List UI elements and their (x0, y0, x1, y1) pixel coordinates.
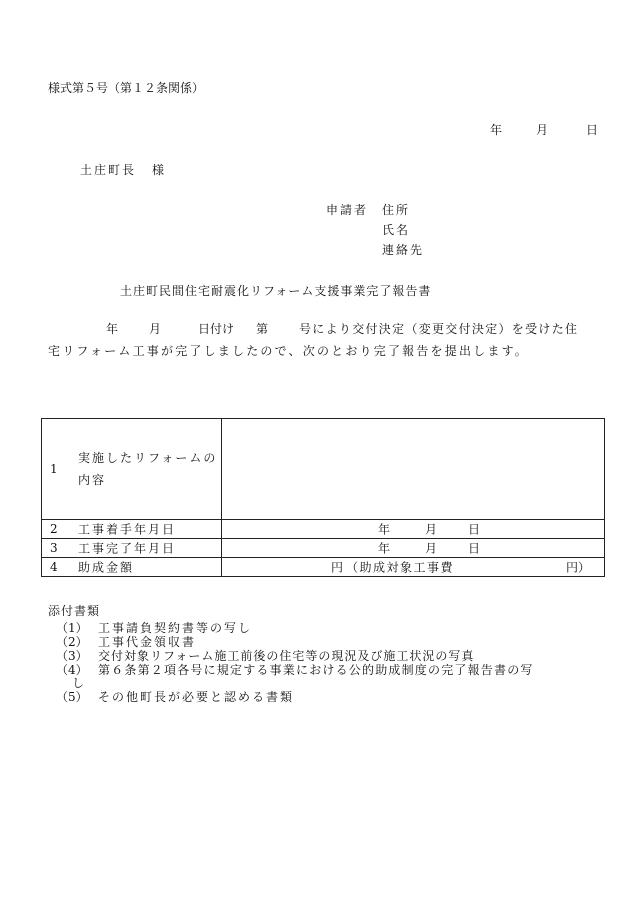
applicant-contact-label: 連絡先 (382, 243, 425, 257)
applicant-address-label: 住所 (382, 203, 411, 217)
start-month: 月 (425, 522, 438, 537)
attachment-number: （1） (56, 621, 88, 635)
attachment-text: 工事代金領収書 (98, 635, 197, 649)
start-day: 日 (468, 522, 481, 537)
attachment-text: 交付対象リフォーム施工前後の住宅等の現況及び施工状況の写真 (98, 649, 475, 663)
completion-month: 月 (425, 541, 438, 556)
applicant-name-label: 氏名 (382, 223, 411, 237)
body-month: 月 (149, 322, 162, 336)
subsidy-yen: 円 (331, 560, 344, 575)
subsidy-note-close: 円） (566, 560, 591, 575)
start-date-label: 工事着手年月日 (78, 522, 177, 537)
attachment-number: （4） (56, 663, 88, 677)
table-row-subsidy-amount (42, 558, 605, 577)
completion-date-label: 工事完了年月日 (78, 541, 177, 556)
body-day: 日付け (198, 322, 235, 336)
table-row-reform-content (42, 419, 605, 520)
subsidy-amount-label: 助成金額 (78, 560, 135, 575)
addressee-honorific: 様 (152, 163, 167, 177)
completion-year: 年 (378, 541, 391, 556)
report-table (41, 418, 605, 577)
applicant-label: 申請者 (326, 203, 369, 217)
attachment-text: 第６条第２項各号に規定する事業における公的助成制度の完了報告書の写 (98, 663, 534, 677)
row-number: 1 (50, 462, 58, 476)
completion-day: 日 (468, 541, 481, 556)
reform-content-label-cell (42, 419, 222, 520)
form-number: 様式第５号（第１２条関係） (48, 81, 205, 95)
table-row-start-date (42, 520, 605, 539)
attachment-number: （2） (56, 635, 88, 649)
start-date-label-cell (42, 520, 222, 539)
subsidy-amount-label-cell (42, 558, 222, 577)
attachment-number: （3） (56, 649, 88, 663)
row-number: 2 (50, 522, 58, 536)
attachment-text: 工事請負契約書等の写し (98, 621, 253, 635)
date-year-label: 年 (490, 123, 503, 137)
subsidy-note-open: （助成対象工事費 (346, 560, 455, 575)
start-date-value[interactable] (222, 520, 605, 539)
attachment-text: その他町長が必要と認める書類 (98, 690, 295, 704)
table-row-completion-date (42, 539, 605, 558)
addressee-name: 土庄町長 (80, 163, 137, 177)
attachment-text-continuation: し (72, 676, 85, 690)
attachments-title: 添付書類 (48, 604, 101, 618)
row-number: 4 (50, 560, 58, 574)
completion-date-value[interactable] (222, 539, 605, 558)
body-text-1: 号により交付決定（変更交付決定）を受けた住 (299, 322, 579, 336)
document-title: 土庄町民間住宅耐震化リフォーム支援事業完了報告書 (120, 284, 432, 298)
reform-content-value[interactable] (222, 419, 605, 520)
date-day-label: 日 (586, 123, 599, 137)
attachment-number: （5） (56, 690, 88, 704)
subsidy-amount-value[interactable] (222, 558, 605, 577)
addressee (80, 162, 166, 178)
date-month-label: 月 (536, 123, 549, 137)
start-year: 年 (378, 522, 391, 537)
body-number-prefix: 第 (256, 322, 269, 336)
reform-content-label: 実施したリフォームの内容 (78, 451, 218, 487)
row-number: 3 (50, 541, 58, 555)
body-year: 年 (106, 322, 119, 336)
completion-date-label-cell (42, 539, 222, 558)
body-line-2: 宅リフォーム工事が完了しましたので、次のとおり完了報告を提出します。 (48, 344, 530, 358)
